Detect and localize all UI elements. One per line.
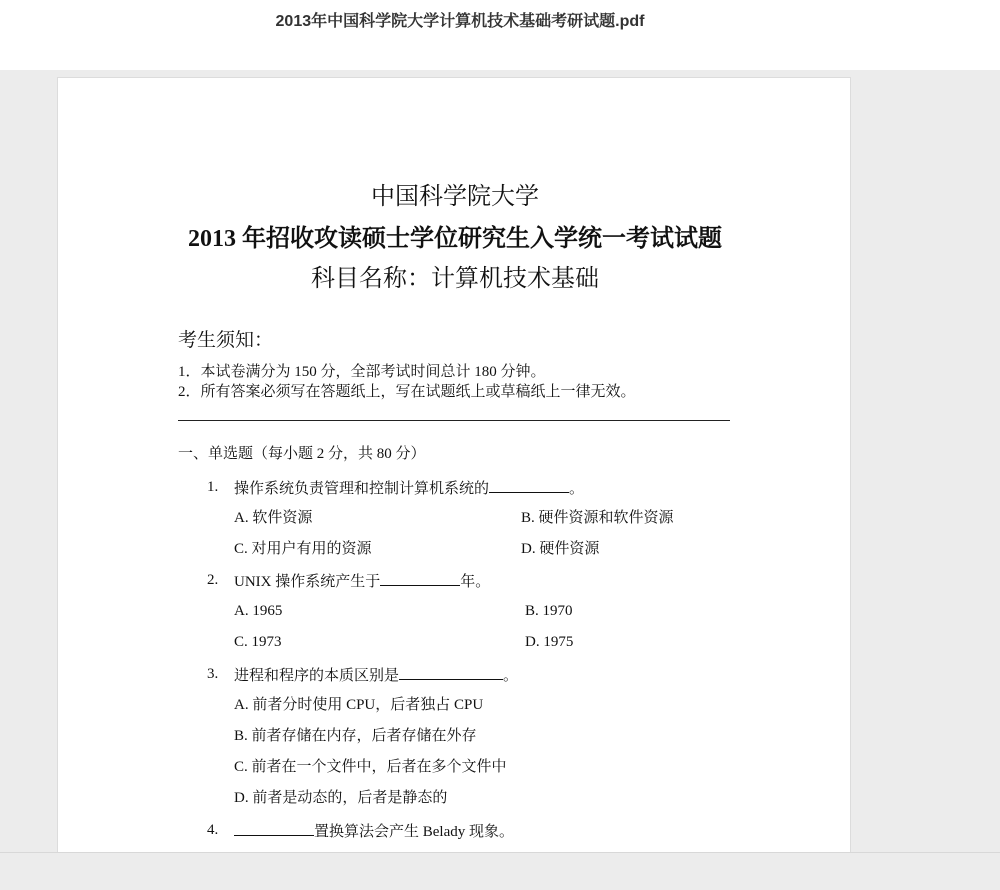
option-d: D. 前者是动态的，后者是静态的 bbox=[234, 790, 448, 806]
question-number: 1. bbox=[207, 479, 219, 495]
notice-item: 2．所有答案必须写在答题纸上，写在试题纸上或草稿纸上一律无效。 bbox=[178, 384, 636, 400]
option-c: C. 前者在一个文件中，后者在多个文件中 bbox=[234, 759, 507, 775]
option-a: A. 1965 bbox=[234, 603, 283, 619]
option-a: A. 软件资源 bbox=[234, 510, 313, 526]
question-text bbox=[234, 477, 584, 499]
answer-blank bbox=[380, 570, 460, 586]
question-text bbox=[234, 570, 490, 592]
question-number: 4. bbox=[207, 822, 219, 838]
option-a: A. 前者分时使用 CPU，后者独占 CPU bbox=[234, 697, 484, 713]
notice-item: 1．本试卷满分为 150 分，全部考试时间总计 180 分钟。 bbox=[178, 364, 546, 380]
option-c: C. 1973 bbox=[234, 634, 282, 650]
viewer-footer bbox=[0, 852, 1000, 890]
option-b: B. 硬件资源和软件资源 bbox=[521, 510, 674, 526]
question-number: 3. bbox=[207, 666, 219, 682]
option-d: D. 硬件资源 bbox=[521, 541, 600, 557]
question-number: 2. bbox=[207, 572, 219, 588]
question-text-after: 。 bbox=[569, 481, 585, 497]
question-text-before: 操作系统负责管理和控制计算机系统的 bbox=[234, 481, 490, 497]
option-b: B. 前者存储在内存，后者存储在外存 bbox=[234, 728, 477, 744]
option-d: D. 1975 bbox=[525, 634, 574, 650]
question-text-after: 。 bbox=[503, 668, 519, 684]
pdf-page bbox=[57, 77, 851, 852]
question-text bbox=[234, 664, 518, 686]
question-text-before: 进程和程序的本质区别是 bbox=[234, 668, 400, 684]
answer-blank bbox=[489, 477, 569, 493]
section-title: 一、单选题（每小题 2 分，共 80 分） bbox=[178, 446, 426, 462]
divider-line bbox=[178, 420, 730, 421]
question-text-before: UNIX 操作系统产生于 bbox=[234, 574, 381, 590]
question-text-after: 置换算法会产生 Belady 现象。 bbox=[314, 824, 514, 840]
answer-blank bbox=[399, 664, 503, 680]
document-file-name: 2013年中国科学院大学计算机技术基础考研试题.pdf bbox=[275, 13, 645, 30]
option-c: C. 对用户有用的资源 bbox=[234, 541, 372, 557]
question-text-after: 年。 bbox=[460, 574, 491, 590]
subject-name: 科目名称：计算机技术基础 bbox=[311, 266, 599, 292]
pdf-viewer[interactable] bbox=[0, 70, 1000, 852]
answer-blank bbox=[234, 820, 314, 836]
option-b: B. 1970 bbox=[525, 603, 573, 619]
exam-title: 2013 年招收攻读硕士学位研究生入学统一考试试题 bbox=[188, 226, 722, 252]
notice-title: 考生须知： bbox=[178, 330, 274, 351]
question-text bbox=[234, 820, 514, 842]
university-name: 中国科学院大学 bbox=[371, 184, 539, 210]
viewer-header bbox=[0, 0, 1000, 70]
